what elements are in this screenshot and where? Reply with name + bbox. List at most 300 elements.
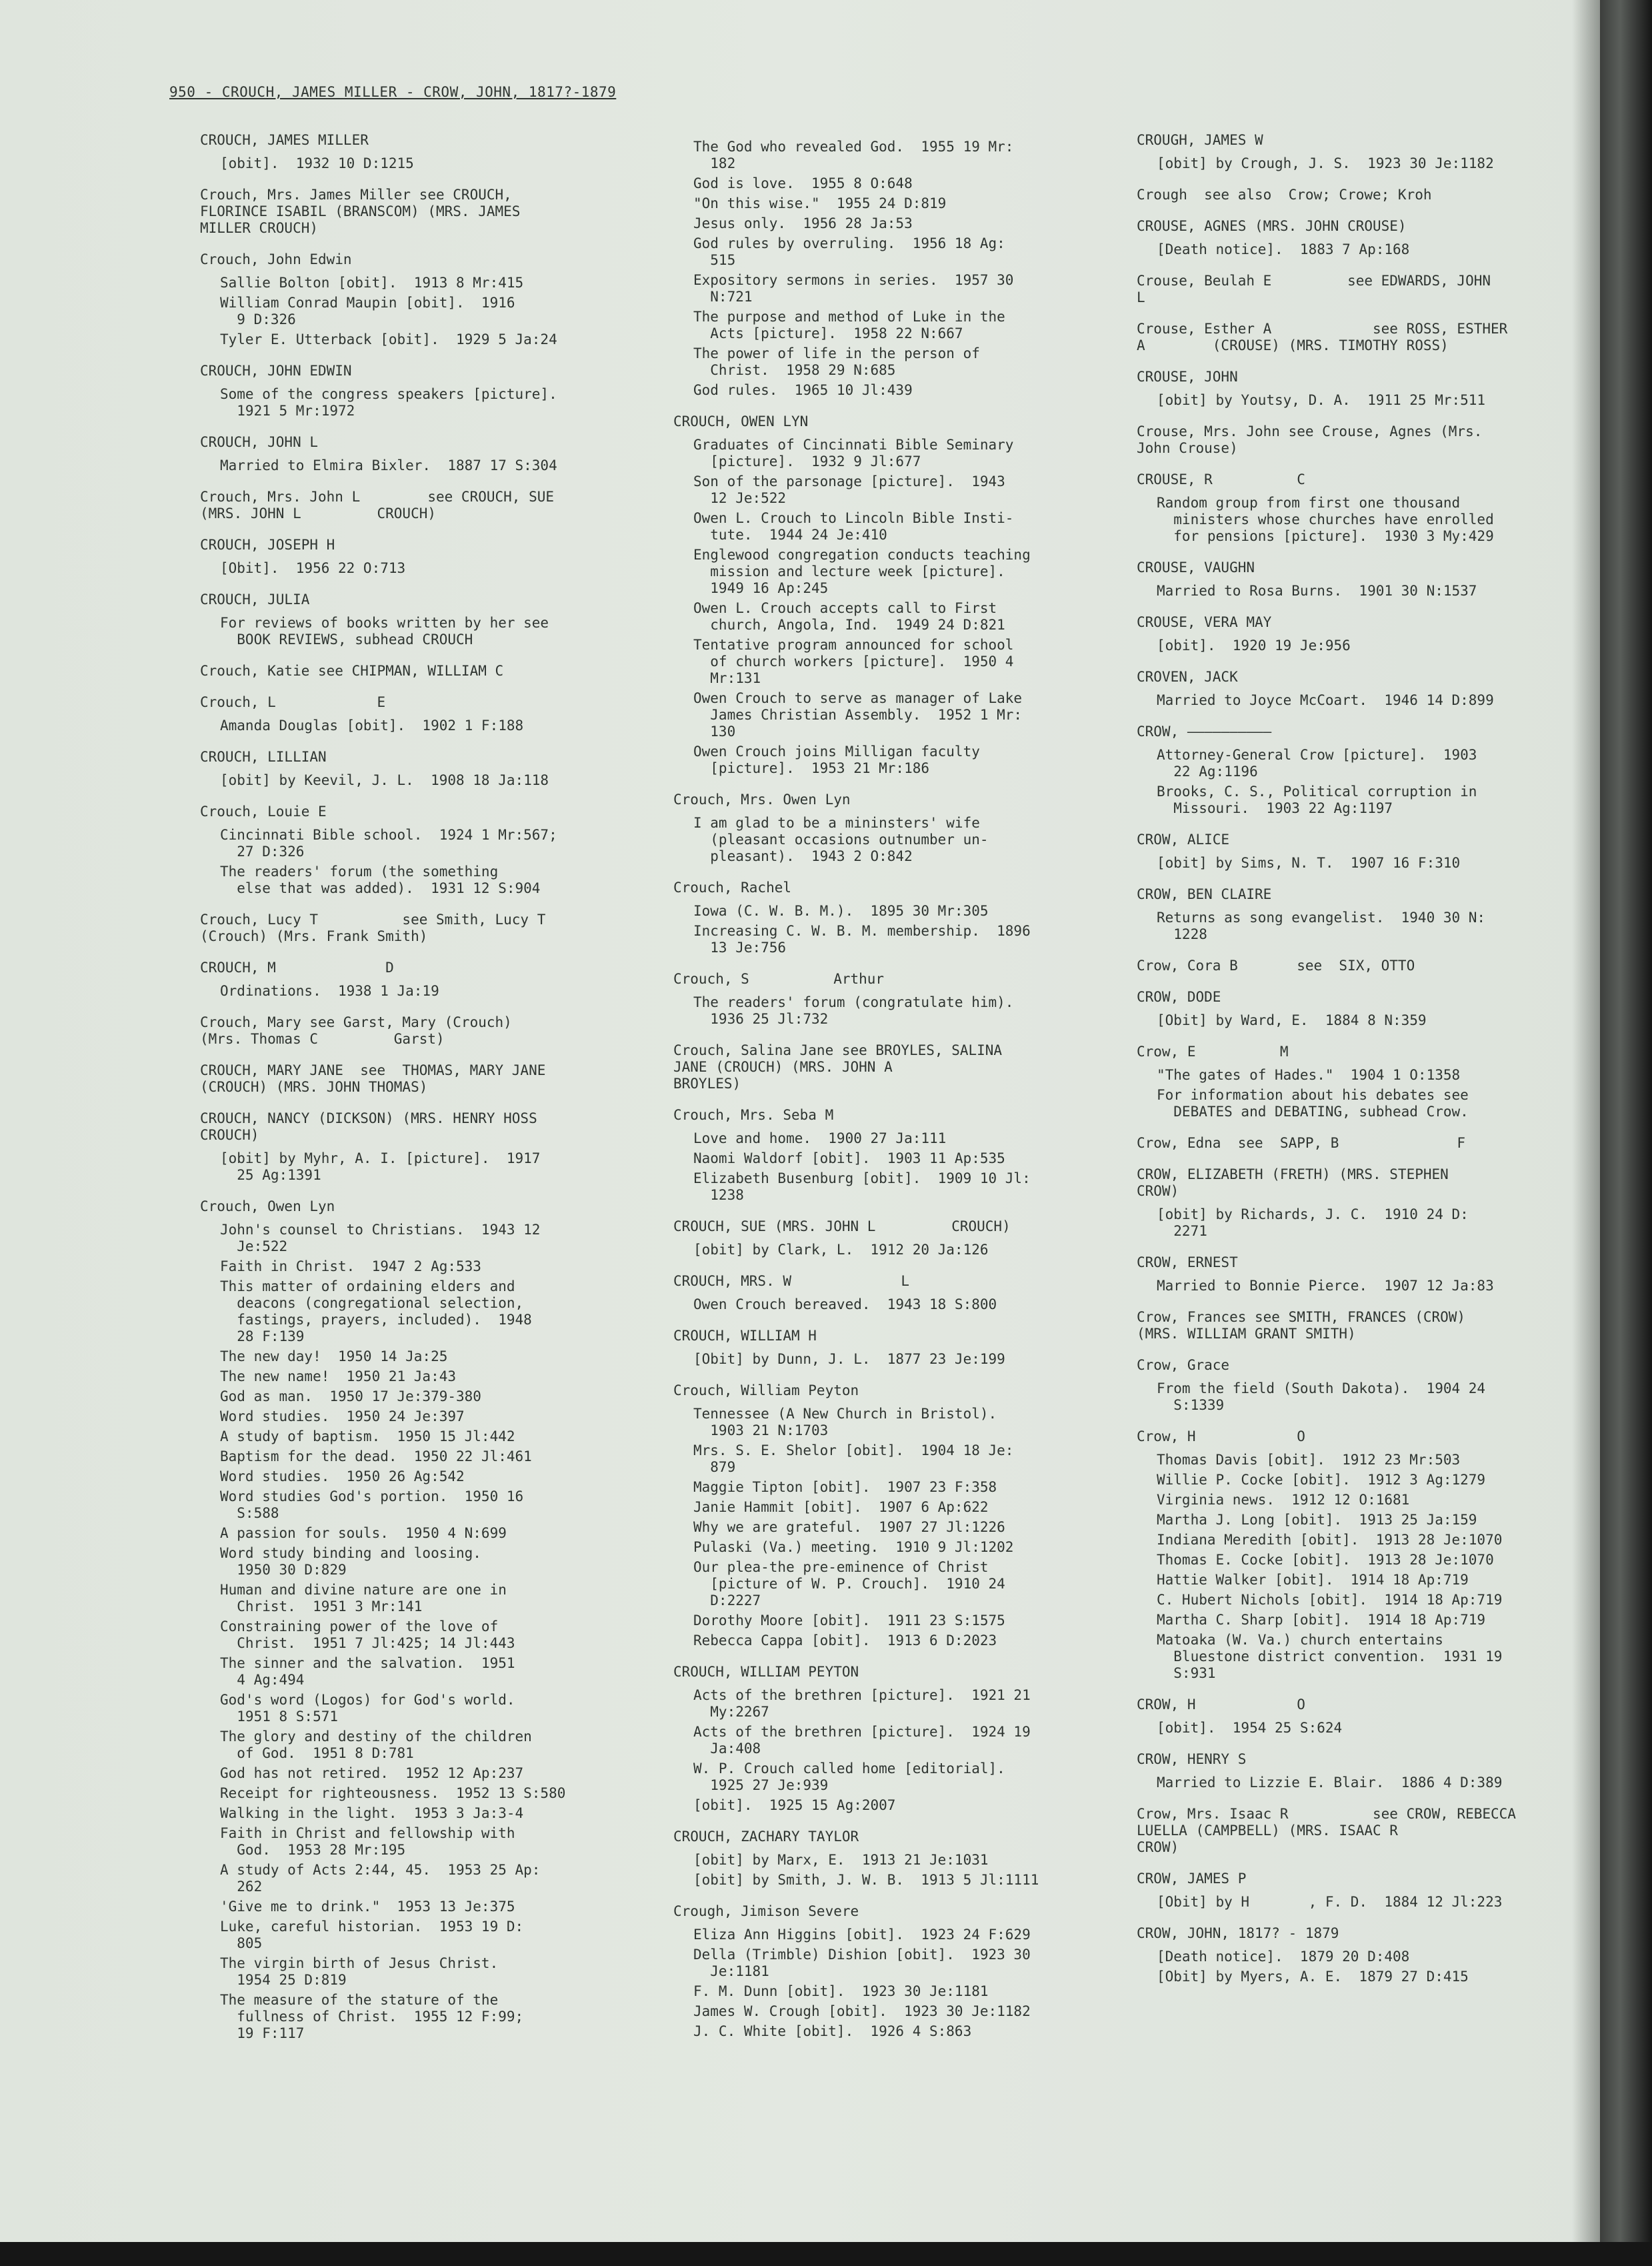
entry-heading: Crow, H O [1137,1428,1305,1444]
entry-heading: CROVEN, JACK [1137,669,1238,685]
citation-line: 12 Je:522 [693,490,787,506]
citation-line: Receipt for righteousness. 1952 13 S:580 [220,1785,566,1801]
citation-line: 19 F:117 [220,2025,305,2041]
entry-citations [1157,1720,1577,1737]
citation-line: 1238 [693,1187,744,1203]
entry-citations [693,994,1140,1028]
index-entry [200,592,667,648]
citation [693,815,1140,865]
citation-line: Word studies. 1950 26 Ag:542 [220,1468,465,1484]
citation [693,1479,1140,1496]
citation-line: This matter of ordaining elders and [220,1278,515,1294]
citation-line: Ordinations. 1938 1 Ja:19 [220,983,439,999]
entry-heading: Crouse, Esther A see ROSS, ESTHER [1137,321,1508,337]
index-entry [673,139,1140,399]
citation-line: Walking in the light. 1953 3 Ja:3-4 [220,1805,524,1821]
entry-heading: Crouse, Mrs. John see Crouse, Agnes (Mrs. [1137,423,1483,439]
citation [693,437,1140,470]
entry-citations [1157,855,1577,872]
entry-heading: CROUCH, JOHN L [200,434,319,450]
citation-line: 1936 25 Jl:732 [693,1011,829,1027]
citation-line: Ja:408 [693,1741,761,1757]
entry-heading: Crouch, Lucy T see Smith, Lucy T [200,912,546,928]
citation [220,1692,667,1725]
citation-line: Why we are grateful. 1907 27 Jl:1226 [693,1519,1005,1535]
citation [1157,1592,1577,1608]
column-3 [1137,132,1577,2000]
index-entry [200,489,667,522]
entry-citations [1157,1380,1577,1414]
entry-citations [1157,1452,1577,1682]
citation [1157,392,1577,409]
citation-line: Iowa (C. W. B. M.). 1895 30 Mr:305 [693,903,989,919]
index-entry [1137,1751,1577,1791]
citation-line: [picture]. 1953 21 Mr:186 [693,760,930,776]
entry-heading: (Mrs. Thomas C Garst) [200,1031,445,1047]
citation [693,1296,1140,1313]
citation-line: Tentative program announced for school [693,637,1014,653]
citation-line: [Obit] by H , F. D. 1884 12 Jl:223 [1157,1894,1503,1910]
citation-line: God is love. 1955 8 O:648 [693,175,913,191]
citation-line: Pulaski (Va.) meeting. 1910 9 Jl:1202 [693,1539,1014,1555]
citation [1157,241,1577,258]
citation-line: Christ. 1958 29 N:685 [693,362,896,378]
citation-line: Missouri. 1903 22 Ag:1197 [1157,800,1393,816]
entry-heading: Crouch, L E [200,694,386,710]
citation-line: Word studies. 1950 24 Je:397 [220,1408,465,1424]
index-entry [673,413,1140,777]
citation-line: Attorney-General Crow [picture]. 1903 [1157,747,1477,763]
citation-line: [obit]. 1954 25 S:624 [1157,1720,1343,1736]
entry-heading: Crouch, Rachel [673,880,792,896]
citation-line: A passion for souls. 1950 4 N:699 [220,1525,507,1541]
citation [220,864,667,897]
citation-line: N:721 [693,289,753,305]
citation [220,718,667,734]
citation-line: Naomi Waldorf [obit]. 1903 11 Ap:535 [693,1150,1005,1166]
citation-line: 130 [693,724,736,740]
entry-citations [1157,495,1577,545]
citation [693,1519,1140,1536]
citation-line: 1903 21 N:1703 [693,1422,829,1438]
citation-line: [obit] by Myhr, A. I. [picture]. 1917 [220,1150,541,1166]
citation [693,1872,1140,1889]
index-entry [200,132,667,172]
citation [220,1408,667,1425]
citation [693,272,1140,305]
citation-line: Word studies God's portion. 1950 16 [220,1488,524,1504]
citation-line: Englewood congregation conducts teaching [693,547,1031,563]
entry-citations [693,903,1140,956]
entry-heading: CROW) [1137,1183,1179,1199]
entry-citations [220,615,667,648]
citation [693,1130,1140,1147]
entry-heading: CROW, ELIZABETH (FRETH) (MRS. STEPHEN [1137,1166,1449,1182]
index-entry [1137,1135,1577,1152]
citation-line: The God who revealed God. 1955 19 Mr: [693,139,1014,155]
citation [693,1852,1140,1869]
citation-line: 9 D:326 [220,311,296,327]
entry-heading: A (CROUSE) (MRS. TIMOTHY ROSS) [1137,337,1449,353]
citation-line: D:2227 [693,1592,761,1608]
entry-heading: CROUSE, VAUGHN [1137,559,1255,576]
citation [220,1348,667,1365]
entry-heading: Crouch, Salina Jane see BROYLES, SALINA [673,1042,1003,1058]
entry-heading: Crouch, Mary see Garst, Mary (Crouch) [200,1014,512,1030]
entry-heading: Crouch, Katie see CHIPMAN, WILLIAM C [200,663,504,679]
index-entry [200,251,667,348]
citation-line: Willie P. Cocke [obit]. 1912 3 Ag:1279 [1157,1472,1486,1488]
index-entry [673,1273,1140,1313]
index-entry [1137,1254,1577,1294]
index-entry [673,1382,1140,1649]
citation-line: The measure of the stature of the [220,1992,499,2008]
entry-heading: BROYLES) [673,1076,741,1092]
citation [693,1170,1140,1204]
citation-line: My:2267 [693,1704,769,1720]
entry-heading: CROW, HENRY S [1137,1751,1247,1767]
citation [1157,1720,1577,1737]
citation-line: Human and divine nature are one in [220,1582,507,1598]
citation-line: Janie Hammit [obit]. 1907 6 Ap:622 [693,1499,989,1515]
entry-heading: CROW, ALICE [1137,832,1230,848]
citation [1157,855,1577,872]
citation [220,1448,667,1465]
citation [1157,1087,1577,1120]
citation-line: The power of life in the person of [693,345,980,361]
citation [693,1724,1140,1757]
citation [220,1582,667,1615]
citation-line: [Death notice]. 1883 7 Ap:168 [1157,241,1410,257]
citation-line: 4 Ag:494 [220,1672,305,1688]
citation-line: Owen Crouch bereaved. 1943 18 S:800 [693,1296,997,1312]
citation-line: 1954 25 D:819 [220,1972,347,1988]
index-entry [1137,1696,1577,1737]
citation-line: [picture of W. P. Crouch]. 1910 24 [693,1576,1005,1592]
citation-line: God. 1953 28 Mr:195 [220,1842,406,1858]
citation-line: 1951 8 S:571 [220,1709,339,1725]
entry-citations [1157,910,1577,943]
entry-heading: Crouch, Mrs. John L see CROUCH, SUE [200,489,555,505]
entry-heading: CROUCH, NANCY (DICKSON) (MRS. HENRY HOSS [200,1110,537,1126]
entry-citations [220,1222,667,2042]
citation [220,275,667,291]
citation-line: Owen L. Crouch accepts call to First [693,600,997,616]
citation-line: deacons (congregational selection, [220,1295,524,1311]
citation-line: Baptism for the dead. 1950 22 Jl:461 [220,1448,532,1464]
column-1 [200,132,667,2057]
citation-line: Bluestone district convention. 1931 19 [1157,1648,1503,1664]
citation-line: pleasant). 1943 2 O:842 [693,848,913,864]
citation [693,235,1140,269]
index-entry [200,804,667,897]
entry-heading: FLORINCE ISABIL (BRANSCOM) (MRS. JAMES [200,203,521,219]
citation [220,386,667,419]
citation-line: tute. 1944 24 Je:410 [693,527,887,543]
citation-line: Acts of the brethren [picture]. 1921 21 [693,1687,1031,1703]
citation [220,1388,667,1405]
citation [220,983,667,1000]
index-entry [200,694,667,734]
citation-line: ministers whose churches have enrolled [1157,511,1494,527]
citation-line: of church workers [picture]. 1950 4 [693,654,1014,670]
entry-citations [1157,155,1577,172]
citation-line: Word study binding and loosing. [220,1545,481,1561]
entry-heading: CROUCH, MRS. W L [673,1273,910,1289]
entry-heading: CROW, JOHN, 1817? - 1879 [1137,1925,1339,1941]
citation-line: Love and home. 1900 27 Ja:111 [693,1130,947,1146]
citation-line: Acts of the brethren [picture]. 1924 19 [693,1724,1031,1740]
citation [1157,583,1577,600]
citation [693,1442,1140,1476]
entry-citations [1157,638,1577,654]
citation [220,1729,667,1762]
citation [220,615,667,648]
citation-line: Increasing C. W. B. M. membership. 1896 [693,923,1031,939]
index-entry [200,960,667,1000]
entry-heading: CROUSE, R C [1137,471,1305,487]
citation-line: 182 [693,155,736,171]
entry-heading: Crow, Grace [1137,1357,1230,1373]
citation [693,1150,1140,1167]
entry-heading: CROUCH, SUE (MRS. JOHN L CROUCH) [673,1218,1011,1234]
citation-line: Brooks, C. S., Political corruption in [1157,784,1477,800]
citation [1157,1512,1577,1528]
citation-line: [obit] by Crough, J. S. 1923 30 Je:1182 [1157,155,1494,171]
citation-line: Married to Lizzie E. Blair. 1886 4 D:389 [1157,1775,1503,1791]
citation [693,309,1140,342]
citation [693,345,1140,379]
citation-line: Expository sermons in series. 1957 30 [693,272,1014,288]
citation-line: Thomas Davis [obit]. 1912 23 Mr:503 [1157,1452,1461,1468]
citation-line: Cincinnati Bible school. 1924 1 Mr:567; [220,827,557,843]
entry-heading: (MRS. WILLIAM GRANT SMITH) [1137,1326,1356,1342]
citation-line: The new day! 1950 14 Ja:25 [220,1348,448,1364]
index-entry [200,363,667,419]
citation-line: God rules. 1965 10 Jl:439 [693,382,913,398]
index-entry [1137,1044,1577,1120]
entry-heading: CROUCH, LILLIAN [200,749,327,765]
citation [220,1805,667,1822]
citation-line: A study of Acts 2:44, 45. 1953 25 Ap: [220,1862,541,1878]
entry-citations [693,1130,1140,1204]
citation [220,331,667,348]
entry-heading: L [1137,289,1145,305]
citation-line: 2271 [1157,1223,1207,1239]
citation-line: Maggie Tipton [obit]. 1907 23 F:358 [693,1479,997,1495]
entry-heading: (MRS. JOHN L CROUCH) [200,505,437,521]
citation [220,1992,667,2042]
citation-line: for pensions [picture]. 1930 3 My:429 [1157,528,1494,544]
citation [1157,1969,1577,1985]
citation-line: Della (Trimble) Dishion [obit]. 1923 30 [693,1947,1031,1963]
column-2 [673,132,1140,2055]
index-entry [673,880,1140,956]
index-entry [1137,614,1577,654]
citation [220,1618,667,1652]
citation-line: Mrs. S. E. Shelor [obit]. 1904 18 Je: [693,1442,1014,1458]
index-entry [200,912,667,945]
citation-line: fullness of Christ. 1955 12 F:99; [220,2009,524,2025]
citation-line: Sallie Bolton [obit]. 1913 8 Mr:415 [220,275,524,291]
citation-line: Owen Crouch joins Milligan faculty [693,744,980,760]
entry-heading: Crough see also Crow; Crowe; Kroh [1137,187,1432,203]
entry-heading: John Crouse) [1137,440,1238,456]
entry-citations [693,1406,1140,1649]
citation-line: 22 Ag:1196 [1157,764,1258,780]
citation [1157,1492,1577,1508]
citation-line: Thomas E. Cocke [obit]. 1913 28 Je:1070 [1157,1552,1494,1568]
citation-line: From the field (South Dakota). 1904 24 [1157,1380,1486,1396]
citation-line: I am glad to be a mininsters' wife [693,815,980,831]
index-entry [673,971,1140,1028]
citation-line: [obit]. 1925 15 Ag:2007 [693,1797,896,1813]
citation-line: Constraining power of the love of [220,1618,499,1634]
entry-heading: CROUCH, MARY JANE see THOMAS, MARY JANE [200,1062,546,1078]
citation [693,1406,1140,1439]
citation-line: 25 Ag:1391 [220,1167,321,1183]
citation-line: 805 [220,1935,263,1951]
entry-heading: CROUCH) [200,1127,259,1143]
citation-line: [obit] by Richards, J. C. 1910 24 D: [1157,1206,1469,1222]
citation-line: Son of the parsonage [picture]. 1943 [693,473,1005,489]
citation [1157,1452,1577,1468]
citation-line: John's counsel to Christians. 1943 12 [220,1222,541,1238]
citation [220,1468,667,1485]
citation-line: Je:1181 [693,1963,769,1979]
citation [693,994,1140,1028]
citation-line: J. C. White [obit]. 1926 4 S:863 [693,2023,972,2039]
citation [1157,1612,1577,1628]
entry-heading: Crow, Cora B see SIX, OTTO [1137,958,1415,974]
index-entry [1137,187,1577,203]
index-entry [673,1042,1140,1092]
index-entry [673,1829,1140,1889]
citation-line: Graduates of Cincinnati Bible Seminary [693,437,1014,453]
index-entry [1137,559,1577,600]
entry-heading: Crouch, S Arthur [673,971,885,987]
citation-line: 27 D:326 [220,844,305,860]
citation-line: Faith in Christ. 1947 2 Ag:533 [220,1258,481,1274]
entry-heading: CROUCH, M D [200,960,394,976]
citation-line: [Obit]. 1956 22 O:713 [220,560,406,576]
entry-heading: MILLER CROUCH) [200,220,319,236]
citation [1157,495,1577,545]
citation [220,1428,667,1445]
entry-citations [1157,1012,1577,1029]
citation-line: The readers' forum (congratulate him). [693,994,1014,1010]
entry-heading: CROUCH, ZACHARY TAYLOR [673,1829,859,1845]
entry-citations [1157,1894,1577,1911]
citation-line: of God. 1951 8 D:781 [220,1745,414,1761]
citation-line: [obit] by Clark, L. 1912 20 Ja:126 [693,1242,989,1258]
index-entry [1137,1309,1577,1342]
citation [693,510,1140,543]
index-entry [1137,1428,1577,1682]
citation-line: James Christian Assembly. 1952 1 Mr: [693,707,1023,723]
entry-heading: Crow, Mrs. Isaac R see CROW, REBECCA [1137,1806,1516,1822]
citation-line: Acts [picture]. 1958 22 N:667 [693,325,963,341]
entry-citations [693,1687,1140,1814]
entry-heading: CROUGH, JAMES W [1137,132,1263,148]
citation [693,1797,1140,1814]
entry-citations [1157,747,1577,817]
citation-line: Tennessee (A New Church in Bristol). [693,1406,997,1422]
citation [1157,692,1577,709]
entry-heading: CROW, BEN CLAIRE [1137,886,1272,902]
index-entry [1137,724,1577,817]
citation [1157,1380,1577,1414]
citation [693,473,1140,507]
entry-citations [1157,1278,1577,1294]
citation [1157,1775,1577,1791]
citation-line: Hattie Walker [obit]. 1914 18 Ap:719 [1157,1572,1469,1588]
citation-line: Eliza Ann Higgins [obit]. 1923 24 F:629 [693,1927,1031,1943]
entry-citations [1157,241,1577,258]
citation [693,903,1140,920]
citation-line: mission and lecture week [picture]. [693,563,1005,580]
citation-line: W. P. Crouch called home [editorial]. [693,1761,1005,1777]
entry-citations [693,1927,1140,2040]
citation [693,1983,1140,2000]
index-entry [1137,423,1577,457]
page-edge-shadow [1572,0,1652,2266]
citation [1157,1067,1577,1084]
citation [693,195,1140,212]
citation-line: Virginia news. 1912 12 O:1681 [1157,1492,1410,1508]
citation-line: Christ. 1951 3 Mr:141 [220,1598,423,1614]
entry-heading: CROW, JAMES P [1137,1871,1247,1887]
citation-line: [obit] by Marx, E. 1913 21 Je:1031 [693,1852,989,1868]
index-entry [200,1198,667,2042]
citation [220,827,667,860]
citation [220,1545,667,1578]
citation [693,1539,1140,1556]
entry-heading: CROUSE, VERA MAY [1137,614,1272,630]
citation [693,923,1140,956]
citation-line: For information about his debates see [1157,1087,1469,1103]
entry-citations [1157,583,1577,600]
entry-citations [1157,392,1577,409]
citation [693,175,1140,192]
citation-line: 'Give me to drink." 1953 13 Je:375 [220,1899,515,1915]
citation [1157,1572,1577,1588]
citation [693,2003,1140,2020]
citation-line: 1921 5 Mr:1972 [220,403,355,419]
index-entry [673,1107,1140,1204]
citation [220,560,667,577]
citation-line: 1228 [1157,926,1207,942]
index-entry [1137,958,1577,974]
index-entry [673,1328,1140,1368]
citation [1157,784,1577,817]
citation [220,1488,667,1522]
citation [693,1242,1140,1258]
index-entry [1137,1166,1577,1240]
citation [220,1825,667,1859]
citation [220,1525,667,1542]
citation-line: Married to Bonnie Pierce. 1907 12 Ja:83 [1157,1278,1494,1294]
entry-heading: Crouch, Owen Lyn [200,1198,335,1214]
index-entry [200,1062,667,1096]
entry-citations [693,437,1140,777]
citation [220,1278,667,1345]
entry-heading: JANE (CROUCH) (MRS. JOHN A [673,1059,893,1075]
citation [1157,1532,1577,1548]
citation-line: God's word (Logos) for God's world. [220,1692,515,1708]
entry-heading: Crow, Frances see SMITH, FRANCES (CROW) [1137,1309,1466,1325]
citation [220,1919,667,1952]
